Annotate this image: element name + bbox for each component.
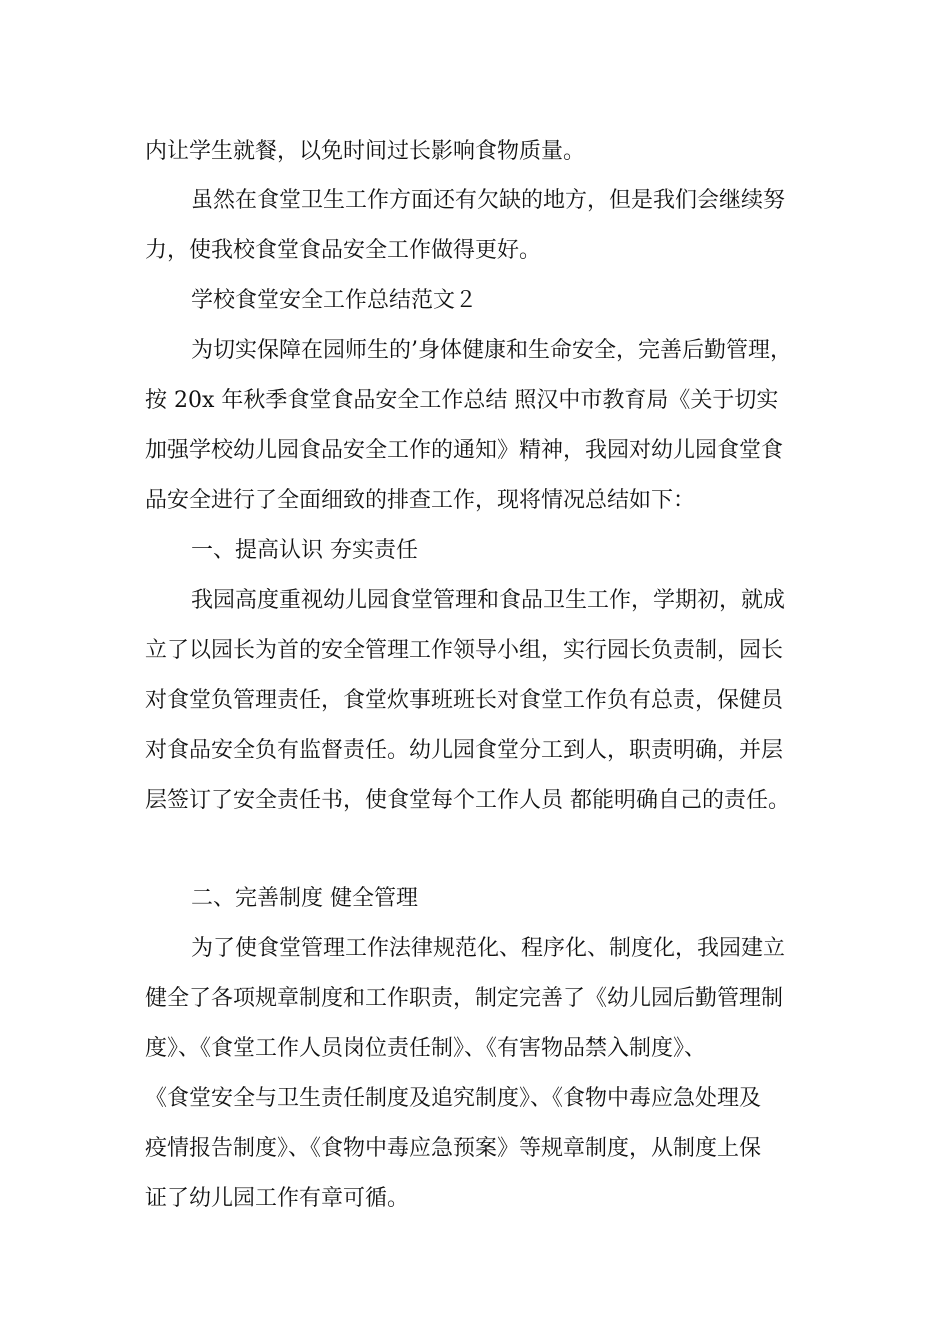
text-line: 虽然在食堂卫生工作方面还有欠缺的地方，但是我们会继续努: [191, 188, 786, 213]
text-line: 为切实保障在园师生的’身体健康和生命安全，完善后勤管理，: [191, 338, 792, 363]
text-line: 证了幼儿园工作有章可循。: [145, 1186, 410, 1211]
text-line: 按 20x 年秋季食堂食品安全工作总结 照汉中市教育局《关于切实: [145, 388, 779, 413]
text-line: 力，使我校食堂食品安全工作做得更好。: [145, 238, 542, 263]
subheading: 一、提高认识 夯实责任: [191, 538, 418, 563]
text-line: 健全了各项规章制度和工作职责，制定完善了《幼儿园后勤管理制: [145, 986, 784, 1011]
text-line: 加强学校幼儿园食品安全工作的通知》精神，我园对幼儿园食堂食: [145, 438, 784, 463]
text-line: 内让学生就餐，以免时间过长影响食物质量。: [145, 139, 586, 164]
text-line: 《食堂安全与卫生责任制度及追究制度》、《食物中毒应急处理及: [145, 1086, 762, 1111]
text-line: 立了以园长为首的安全管理工作领导小组，实行园长负责制，园长: [145, 638, 784, 663]
text-line: 我园高度重视幼儿园食堂管理和食品卫生工作，学期初，就成: [191, 588, 786, 613]
text-line: 为了使食堂管理工作法律规范化、程序化、制度化，我园建立: [191, 936, 786, 961]
text-line: 层签订了安全责任书，使食堂每个工作人员 都能明确自己的责任。: [145, 788, 790, 813]
text-line: 对食堂负管理责任，食堂炊事班班长对食堂工作负有总责，保健员: [145, 688, 784, 713]
text-line: 度》、《食堂工作人员岗位责任制》、《有害物品禁入制度》、: [145, 1036, 707, 1061]
section-title: 学校食堂安全工作总结范文２: [191, 288, 478, 313]
text-line: 疫情报告制度》、《食物中毒应急预案》等规章制度，从制度上保: [145, 1136, 762, 1161]
text-line: 品安全进行了全面细致的排查工作，现将情况总结如下：: [145, 488, 696, 513]
text-line: 对食品安全负有监督责任。幼儿园食堂分工到人，职责明确，并层: [145, 738, 784, 763]
subheading: 二、完善制度 健全管理: [191, 886, 418, 911]
